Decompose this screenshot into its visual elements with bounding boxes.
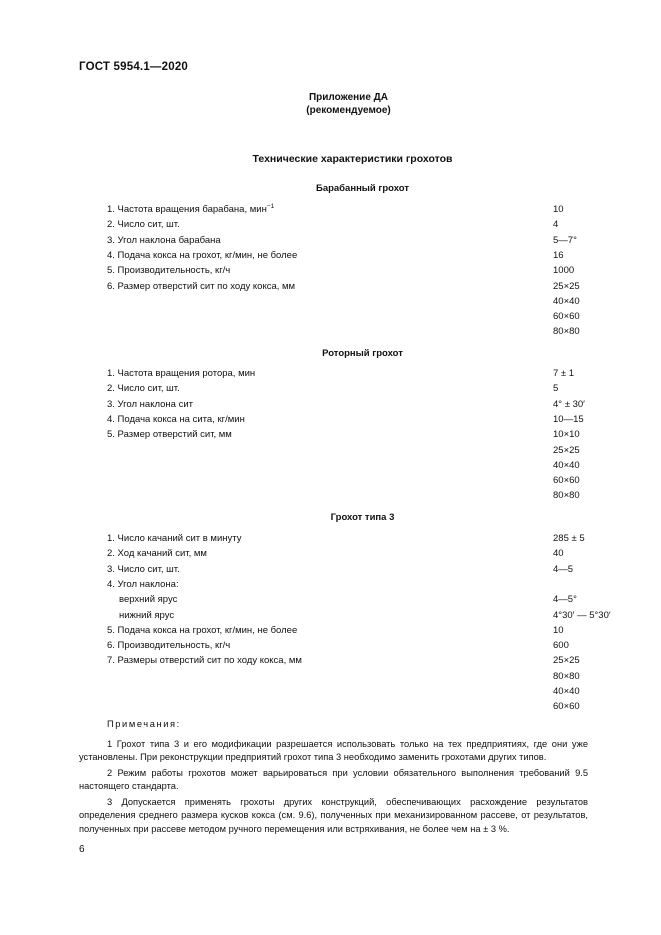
spec-row bbox=[0, 701, 661, 716]
spec-value: 80×80 bbox=[553, 670, 580, 682]
appendix-title: Приложение ДА bbox=[308, 92, 389, 103]
spec-row bbox=[0, 610, 661, 625]
spec-row bbox=[0, 368, 661, 383]
spec-value: 40×40 bbox=[553, 295, 580, 307]
spec-label bbox=[119, 594, 177, 605]
spec-label bbox=[107, 548, 207, 559]
section-title: Грохот типа 3 bbox=[330, 512, 395, 523]
spec-label bbox=[107, 250, 297, 261]
spec-label bbox=[107, 383, 180, 394]
section-title: Роторный грохот bbox=[322, 348, 403, 359]
spec-label-text: 6. Размер отверстий сит по ходу кокса, мм bbox=[107, 280, 296, 292]
spec-row bbox=[0, 219, 661, 234]
spec-label-text: 1. Частота вращения барабана, мин bbox=[107, 204, 267, 215]
spec-label bbox=[107, 265, 230, 276]
appendix-status: (рекомендуемое) bbox=[306, 105, 391, 116]
spec-label-text: нижний ярус bbox=[119, 609, 175, 621]
spec-label-text: 5. Производительность, кг/ч bbox=[107, 265, 231, 277]
spec-label bbox=[107, 640, 230, 651]
spec-row bbox=[0, 475, 661, 490]
spec-row bbox=[0, 235, 661, 250]
spec-label-text: 4. Подача кокса на сита, кг/мин bbox=[107, 413, 245, 425]
spec-value: 80×80 bbox=[553, 490, 580, 502]
note-item: 3 Допускается применять грохоты других конструкций, обеспечивающих расхождение результатов определения среднего размера кусков кокса (см. 9.6), полученных при механизированном рассеве, от результатов, полученных при рассеве методом ручного перемещения или встряхивания, не более чем на ± 3 %. bbox=[79, 796, 588, 834]
document-title: Технические характеристики грохотов bbox=[252, 153, 453, 165]
spec-label-text: 7. Размеры отверстий сит по ходу кокса, мм bbox=[107, 655, 302, 667]
spec-label bbox=[107, 429, 232, 440]
spec-value: 5 bbox=[553, 383, 559, 395]
spec-value: 40 bbox=[553, 548, 564, 560]
spec-value: 60×60 bbox=[553, 701, 580, 713]
spec-value: 4—5 bbox=[553, 563, 574, 575]
spec-row bbox=[0, 414, 661, 429]
spec-value: 25×25 bbox=[553, 280, 580, 292]
spec-value: 60×60 bbox=[553, 475, 580, 487]
spec-value: 40×40 bbox=[553, 686, 580, 697]
spec-row bbox=[0, 281, 661, 296]
spec-row bbox=[0, 490, 661, 505]
note-item: 2 Режим работы грохотов может варьироваться при условии обязательного выполнения требований 9.5 настоящего стандарта. bbox=[79, 767, 588, 791]
section-title: Барабанный грохот bbox=[315, 183, 409, 194]
spec-row bbox=[0, 460, 661, 475]
spec-row bbox=[0, 594, 661, 609]
spec-label-text: 3. Угол наклона сит bbox=[107, 398, 193, 410]
spec-label-text: 4. Подача кокса на грохот, кг/мин, не более bbox=[107, 249, 298, 261]
spec-label-text: 3. Угол наклона барабана bbox=[107, 234, 221, 246]
spec-row bbox=[0, 383, 661, 398]
spec-row bbox=[0, 564, 661, 579]
spec-value: 10×10 bbox=[553, 429, 580, 441]
spec-value: 16 bbox=[553, 249, 564, 261]
spec-value: 600 bbox=[553, 640, 569, 652]
spec-label bbox=[107, 235, 221, 246]
spec-row bbox=[0, 399, 661, 414]
spec-row bbox=[0, 548, 661, 563]
note-item: 1 Грохот типа 3 и его модификации разрешается использовать только на тех предприятиях, где они уже установлены. При реконструкции предприятий грохот типа 3 необходимо заменить грохотами других типов. bbox=[79, 738, 588, 762]
spec-value: 7 ± 1 bbox=[553, 368, 575, 379]
spec-value: 40×40 bbox=[553, 459, 580, 471]
spec-label-text: 5. Подача кокса на грохот, кг/мин, не более bbox=[107, 624, 298, 636]
spec-row bbox=[0, 429, 661, 444]
spec-row bbox=[0, 625, 661, 640]
spec-label-text: 4. Угол наклона: bbox=[107, 578, 179, 590]
spec-label-text: 5. Размер отверстий сит, мм bbox=[107, 429, 232, 441]
spec-row bbox=[0, 579, 661, 594]
spec-label bbox=[107, 625, 297, 636]
spec-label bbox=[107, 564, 180, 575]
spec-value: 4° ± 30′ bbox=[553, 398, 585, 410]
spec-value: 25×25 bbox=[553, 655, 580, 667]
spec-value: 60×60 bbox=[553, 311, 580, 323]
spec-label-text: 6. Производительность, кг/ч bbox=[107, 640, 231, 652]
spec-label bbox=[107, 368, 255, 379]
spec-value: 10 bbox=[553, 624, 564, 636]
spec-value: 10—15 bbox=[553, 413, 584, 425]
spec-label-text: верхний ярус bbox=[119, 594, 178, 606]
spec-row bbox=[0, 686, 661, 701]
spec-row bbox=[0, 533, 661, 548]
spec-label-text: 2. Число сит, шт. bbox=[107, 219, 180, 231]
spec-label bbox=[119, 610, 174, 621]
spec-row bbox=[0, 250, 661, 265]
spec-label-text: 2. Число сит, шт. bbox=[107, 383, 180, 395]
spec-row bbox=[0, 204, 661, 219]
spec-value: 285 ± 5 bbox=[553, 533, 585, 544]
spec-label bbox=[107, 219, 180, 230]
spec-value: 5—7° bbox=[553, 234, 577, 246]
spec-row bbox=[0, 326, 661, 341]
spec-value: 1000 bbox=[553, 265, 575, 277]
spec-label bbox=[107, 533, 241, 544]
spec-value: 25×25 bbox=[553, 444, 580, 456]
spec-value: 10 bbox=[553, 204, 564, 215]
spec-row bbox=[0, 640, 661, 655]
spec-value: 80×80 bbox=[553, 326, 580, 338]
spec-label-text: 2. Ход качаний сит, мм bbox=[107, 548, 207, 560]
notes-heading: Примечания: bbox=[107, 719, 181, 729]
standard-header: ГОСТ 5954.1—2020 bbox=[79, 61, 189, 73]
spec-label bbox=[107, 204, 274, 215]
spec-label-text: 1. Число качаний сит в минуту bbox=[107, 533, 242, 544]
spec-label bbox=[107, 655, 302, 666]
spec-label bbox=[107, 579, 179, 590]
spec-unit-exponent: −1 bbox=[266, 203, 275, 210]
spec-row bbox=[0, 311, 661, 326]
notes-block bbox=[79, 718, 588, 836]
page-number: 6 bbox=[79, 844, 85, 855]
spec-value: 4—5° bbox=[553, 594, 577, 606]
spec-label-text: 3. Число сит, шт. bbox=[107, 563, 180, 575]
spec-label bbox=[107, 414, 245, 425]
spec-row bbox=[0, 296, 661, 311]
spec-row bbox=[0, 671, 661, 686]
spec-label-text: 1. Частота вращения ротора, мин bbox=[107, 368, 256, 379]
spec-row bbox=[0, 265, 661, 280]
spec-value: 4 bbox=[553, 219, 559, 231]
spec-row bbox=[0, 445, 661, 460]
spec-label bbox=[107, 399, 193, 410]
spec-row bbox=[0, 655, 661, 670]
spec-value: 4°30′ — 5°30′ bbox=[553, 609, 611, 621]
spec-label bbox=[107, 281, 295, 292]
